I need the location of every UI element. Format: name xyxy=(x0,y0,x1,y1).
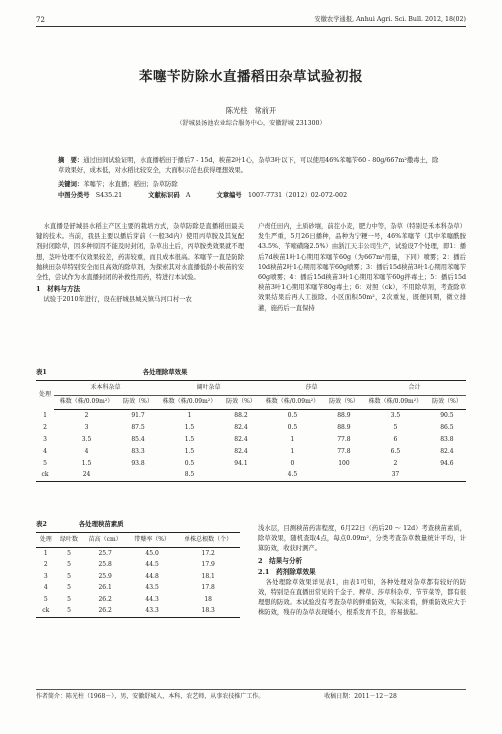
table1-row xyxy=(36,410,466,422)
table1-subheader: 株数（株/0.09m²） xyxy=(54,396,119,410)
table-cell: 77.8 xyxy=(337,447,351,455)
table2-header: 单株总根数（个） xyxy=(176,533,240,548)
keywords-text: 苯噻苄；水直播；稻田；杂草防除 xyxy=(83,181,178,188)
methods-end: 浅水层，目测秧苗药害程度，6月22日（药后20 ～ 12d）考查秧苗素质，除草效果，随机查取4点，每点0.09m²，分类考查杂草数量统计平均，计算防效，收获时测产。 xyxy=(258,525,466,553)
table1-subheader: 防效（%） xyxy=(222,396,260,410)
table2-header: 带蘖率（%） xyxy=(128,533,177,548)
table-cell: 5 xyxy=(43,459,47,467)
table-cell: 88.9 xyxy=(337,423,351,431)
table-cell: 37 xyxy=(391,471,400,479)
table1-group: 莎草 xyxy=(260,381,363,396)
table1-row-header: 处理 xyxy=(39,391,52,399)
table1-row xyxy=(36,434,466,446)
table-cell: 1 xyxy=(43,411,47,419)
table1-subheader: 株数（株/0.09m²） xyxy=(157,396,222,410)
table2 xyxy=(36,532,240,618)
table-cell: 5 xyxy=(67,560,71,568)
table-cell: 82.4 xyxy=(234,423,248,431)
table-cell: 87.5 xyxy=(131,423,145,431)
table1 xyxy=(36,380,466,482)
table-cell: 25.9 xyxy=(98,572,112,580)
table-cell: 90.5 xyxy=(440,411,454,419)
table-cell: 0.5 xyxy=(184,459,195,467)
table-cell: 1 xyxy=(290,435,295,443)
table-cell: 82.4 xyxy=(234,435,248,443)
section-2-heading: 2 结果与分析 xyxy=(258,556,303,565)
table-cell: 4.5 xyxy=(287,471,298,479)
section-1-text: 试验于2010年进行，设在舒城县城关镇马河口村一农 xyxy=(43,295,192,303)
table-cell: 25.7 xyxy=(98,549,112,557)
table-cell: 4 xyxy=(84,447,89,455)
table-cell: 18.1 xyxy=(201,572,215,580)
header-rule xyxy=(36,26,466,27)
paper-title: 苯噻苄防除水直播稻田杂草试验初报 xyxy=(139,69,363,85)
table-cell: 83.3 xyxy=(131,447,145,455)
table2-row xyxy=(36,548,240,560)
table-cell: 8.5 xyxy=(184,471,195,479)
table-cell: 1 xyxy=(187,411,192,419)
right-column xyxy=(258,222,466,314)
table-cell: 94.6 xyxy=(440,459,454,467)
table1-group: 禾本科杂草 xyxy=(54,381,157,396)
table-cell xyxy=(119,470,157,482)
table-cell: 82.4 xyxy=(234,447,248,455)
table-cell: 43.5 xyxy=(145,584,159,592)
table-cell: 18.3 xyxy=(201,607,215,615)
table-cell: 1.5 xyxy=(184,423,195,431)
table-cell: 93.8 xyxy=(131,459,145,467)
table-cell: 5 xyxy=(43,595,48,603)
author-note: 作者简介：陈光柱（1968－），男，安徽舒城人，本科，农艺师，从事农技推广工作。 xyxy=(36,693,265,700)
table-cell: 1 xyxy=(290,447,295,455)
abstract-label: 摘 要： xyxy=(58,157,84,164)
methods-continued: 户责任田内，土质砂壤，前茬小麦，肥力中等，杂草（特别是禾本科杂草）发生严重，5月26日播种，品种为宁粳一号，46%苯噻苄（其中苯噻酰胺43.5%、苄嘧磺隆2.5%）由浙江天丰公司生产，试验设7个处理，即1：播后7d秧苗1叶1心期用苯噻苄60g（为667m²用量，下同）喷雾；2：播后10d秧苗2叶1心期用苯噻苄60g喷雾；3：播后15d秧苗3叶1心期用苯噻苄60g喷雾；4：播后15d秧苗3叶1心期用苯噻苄60g拌毒土；5：播后15d秧苗3叶1心期用苯噻苄80g毒土；6：对照（ck），不用除草剂，考查除草效果结果后再人工拔除。小区面积50m²，2次重复，既便同期，微立排灌，施药后一直保持 xyxy=(258,223,466,312)
table-cell: 17.8 xyxy=(201,584,215,592)
table-cell: 45.0 xyxy=(145,549,159,557)
table-cell: 44.8 xyxy=(145,572,159,580)
table-cell: 0 xyxy=(290,459,295,467)
table2-row xyxy=(36,594,240,606)
journal-header: 安徽农学通报, Anhui Agri. Sci. Bull. 2012, 18(02) xyxy=(314,16,466,23)
table2-header: 处理 xyxy=(36,533,56,548)
table-cell: 5 xyxy=(67,549,71,557)
table-cell: 88.9 xyxy=(337,411,351,419)
table-cell xyxy=(325,470,363,482)
page-number: 72 xyxy=(36,16,45,24)
table-cell: 5 xyxy=(393,423,398,431)
table1-caption: 表1 各处理除草效果 xyxy=(36,368,188,376)
table-cell: 85.4 xyxy=(131,435,145,443)
table2-caption: 表2 各处理秧苗素质 xyxy=(36,520,124,528)
table-cell: 83.8 xyxy=(440,435,454,443)
section-2-1-text: 各处理除草效果详见表1，由表1可知，各种处理对杂草都有较好的防效，特别是在直播田常见的千金子、稗草、莎草科杂草、节节菜等，都有很理想的防效。本试验没有考查杂草的鲜重防效，实际来看，鲜重防效应大于株防效，残存的杂草表现矮小，根系发育不良，容易拔起。 xyxy=(258,578,466,617)
table-cell: 86.5 xyxy=(440,423,454,431)
table-cell: 44.5 xyxy=(145,560,159,568)
abstract xyxy=(58,156,444,176)
table1-subheader: 防效（%） xyxy=(119,396,157,410)
table-cell: 44.3 xyxy=(145,595,159,603)
table1-group: 合计 xyxy=(363,381,466,396)
table-cell: 26.2 xyxy=(98,607,112,615)
table-cell: 3.5 xyxy=(81,435,92,443)
table-cell: 3 xyxy=(43,435,47,443)
table-cell: 25.8 xyxy=(98,560,112,568)
table-cell: 82.4 xyxy=(440,447,454,455)
table-cell: 0.5 xyxy=(287,423,298,431)
keywords xyxy=(58,181,444,190)
table1-subheader: 株数（株/0.09m²） xyxy=(260,396,325,410)
received-date: 收稿日期：2011－12－28 xyxy=(324,693,397,700)
table1-group: 阔叶杂草 xyxy=(157,381,260,396)
table-cell: 1.5 xyxy=(81,459,92,467)
table1-subheader: 防效（%） xyxy=(325,396,363,410)
table-cell: 88.2 xyxy=(234,411,248,419)
table-cell: 24 xyxy=(82,471,91,479)
table2-header: 苗高（cm） xyxy=(83,533,128,548)
table-cell: 17.2 xyxy=(201,549,215,557)
table-cell: 2 xyxy=(84,411,89,419)
table2-header: 绿叶数 xyxy=(56,533,83,548)
table-cell: 4 xyxy=(43,447,47,455)
table-cell: 6.5 xyxy=(390,447,401,455)
left-column xyxy=(36,222,244,305)
right-column-lower xyxy=(258,524,466,619)
footer xyxy=(36,693,397,701)
table-cell: 2 xyxy=(43,423,47,431)
table1-subheader: 株数（株/0.09m²） xyxy=(363,396,428,410)
section-2-1-heading: 2.1 药剂除草效果 xyxy=(258,568,316,577)
table-cell: 6 xyxy=(393,435,398,443)
table1-row xyxy=(36,422,466,434)
affiliation: （舒城县汤池农业综合服务中心，安徽舒城 231300） xyxy=(176,120,326,127)
table-cell: 5 xyxy=(67,584,71,592)
table-cell: 3 xyxy=(84,423,89,431)
table1-row xyxy=(36,470,466,482)
table-cell: 3.5 xyxy=(390,411,401,419)
table2-row xyxy=(36,606,240,618)
table-cell: 1.5 xyxy=(184,447,195,455)
clc: 中图分类号 S435.21 xyxy=(58,192,123,199)
table-cell: 43.3 xyxy=(145,607,159,615)
table2-row xyxy=(36,571,240,583)
table-cell xyxy=(222,470,260,482)
article-meta xyxy=(58,192,444,201)
table-cell: 18 xyxy=(204,595,212,603)
section-1-heading: 1 材料与方法 xyxy=(36,285,81,294)
abstract-text: 通过田间试验证明，水直播稻田于播后7 - 15d，秧苗2叶1心，杂草3叶以下，可以使用46%苯噻苄60 - 80g/667m²撒毒土，除草效果好，成本低，对水稻比较安全，大面积示范也获得理想效果。 xyxy=(58,157,439,174)
table-cell: 1 xyxy=(43,549,48,557)
authors: 陈光柱 常前开 xyxy=(225,106,277,115)
table-cell: 5 xyxy=(67,607,71,615)
table-cell: 100 xyxy=(338,459,350,467)
table-cell: 3 xyxy=(43,572,48,580)
table-cell: 0.5 xyxy=(287,411,298,419)
table-cell: 5 xyxy=(67,595,71,603)
article-no: 文章编号 1007-7731（2012）02-072-002 xyxy=(216,192,348,199)
table-cell: 2 xyxy=(43,560,48,568)
table-cell: 17.9 xyxy=(201,560,215,568)
table-cell: ck xyxy=(42,607,50,615)
table-cell: 2 xyxy=(393,459,398,467)
table-cell xyxy=(428,470,466,482)
table-cell: 94.1 xyxy=(234,459,248,467)
doc-code: 文献标识码 A xyxy=(148,192,191,199)
intro-paragraph: 水直播是舒城县水稻主产区主要的栽培方式，杂草防除是直播稻田最关键的技术。当前，我县主要以播后芽前（一般3d内）使用丙草胺及其复配剂封闭除草，因多种原因不能及时封闭，杂草出土后，丙草胺类效果就不理想，茎叶处理不仅效果较差，药害较重，而且成本很高。苯噻苄一直是防除抛秧田杂草特别安全而且高效的除草剂，为探索其对水直播低龄小秧苗的安全性，尝试作为水直播封闭的补救性用药，特进行本试验。 xyxy=(36,223,244,281)
footer-rule xyxy=(36,689,466,690)
table2-row xyxy=(36,559,240,571)
table-cell: ck xyxy=(41,471,49,479)
table2-row xyxy=(36,582,240,594)
table-cell: 4 xyxy=(43,584,48,592)
table-cell: 77.8 xyxy=(337,435,351,443)
table1-row xyxy=(36,446,466,458)
table-cell: 5 xyxy=(67,572,71,580)
table-cell: 1.5 xyxy=(184,435,195,443)
table-cell: 91.7 xyxy=(131,411,145,419)
table1-row xyxy=(36,458,466,470)
keywords-label: 关键词： xyxy=(58,181,84,188)
table-cell: 26.1 xyxy=(98,584,112,592)
table1-subheader: 防效（%） xyxy=(428,396,466,410)
table-cell: 26.2 xyxy=(98,595,112,603)
